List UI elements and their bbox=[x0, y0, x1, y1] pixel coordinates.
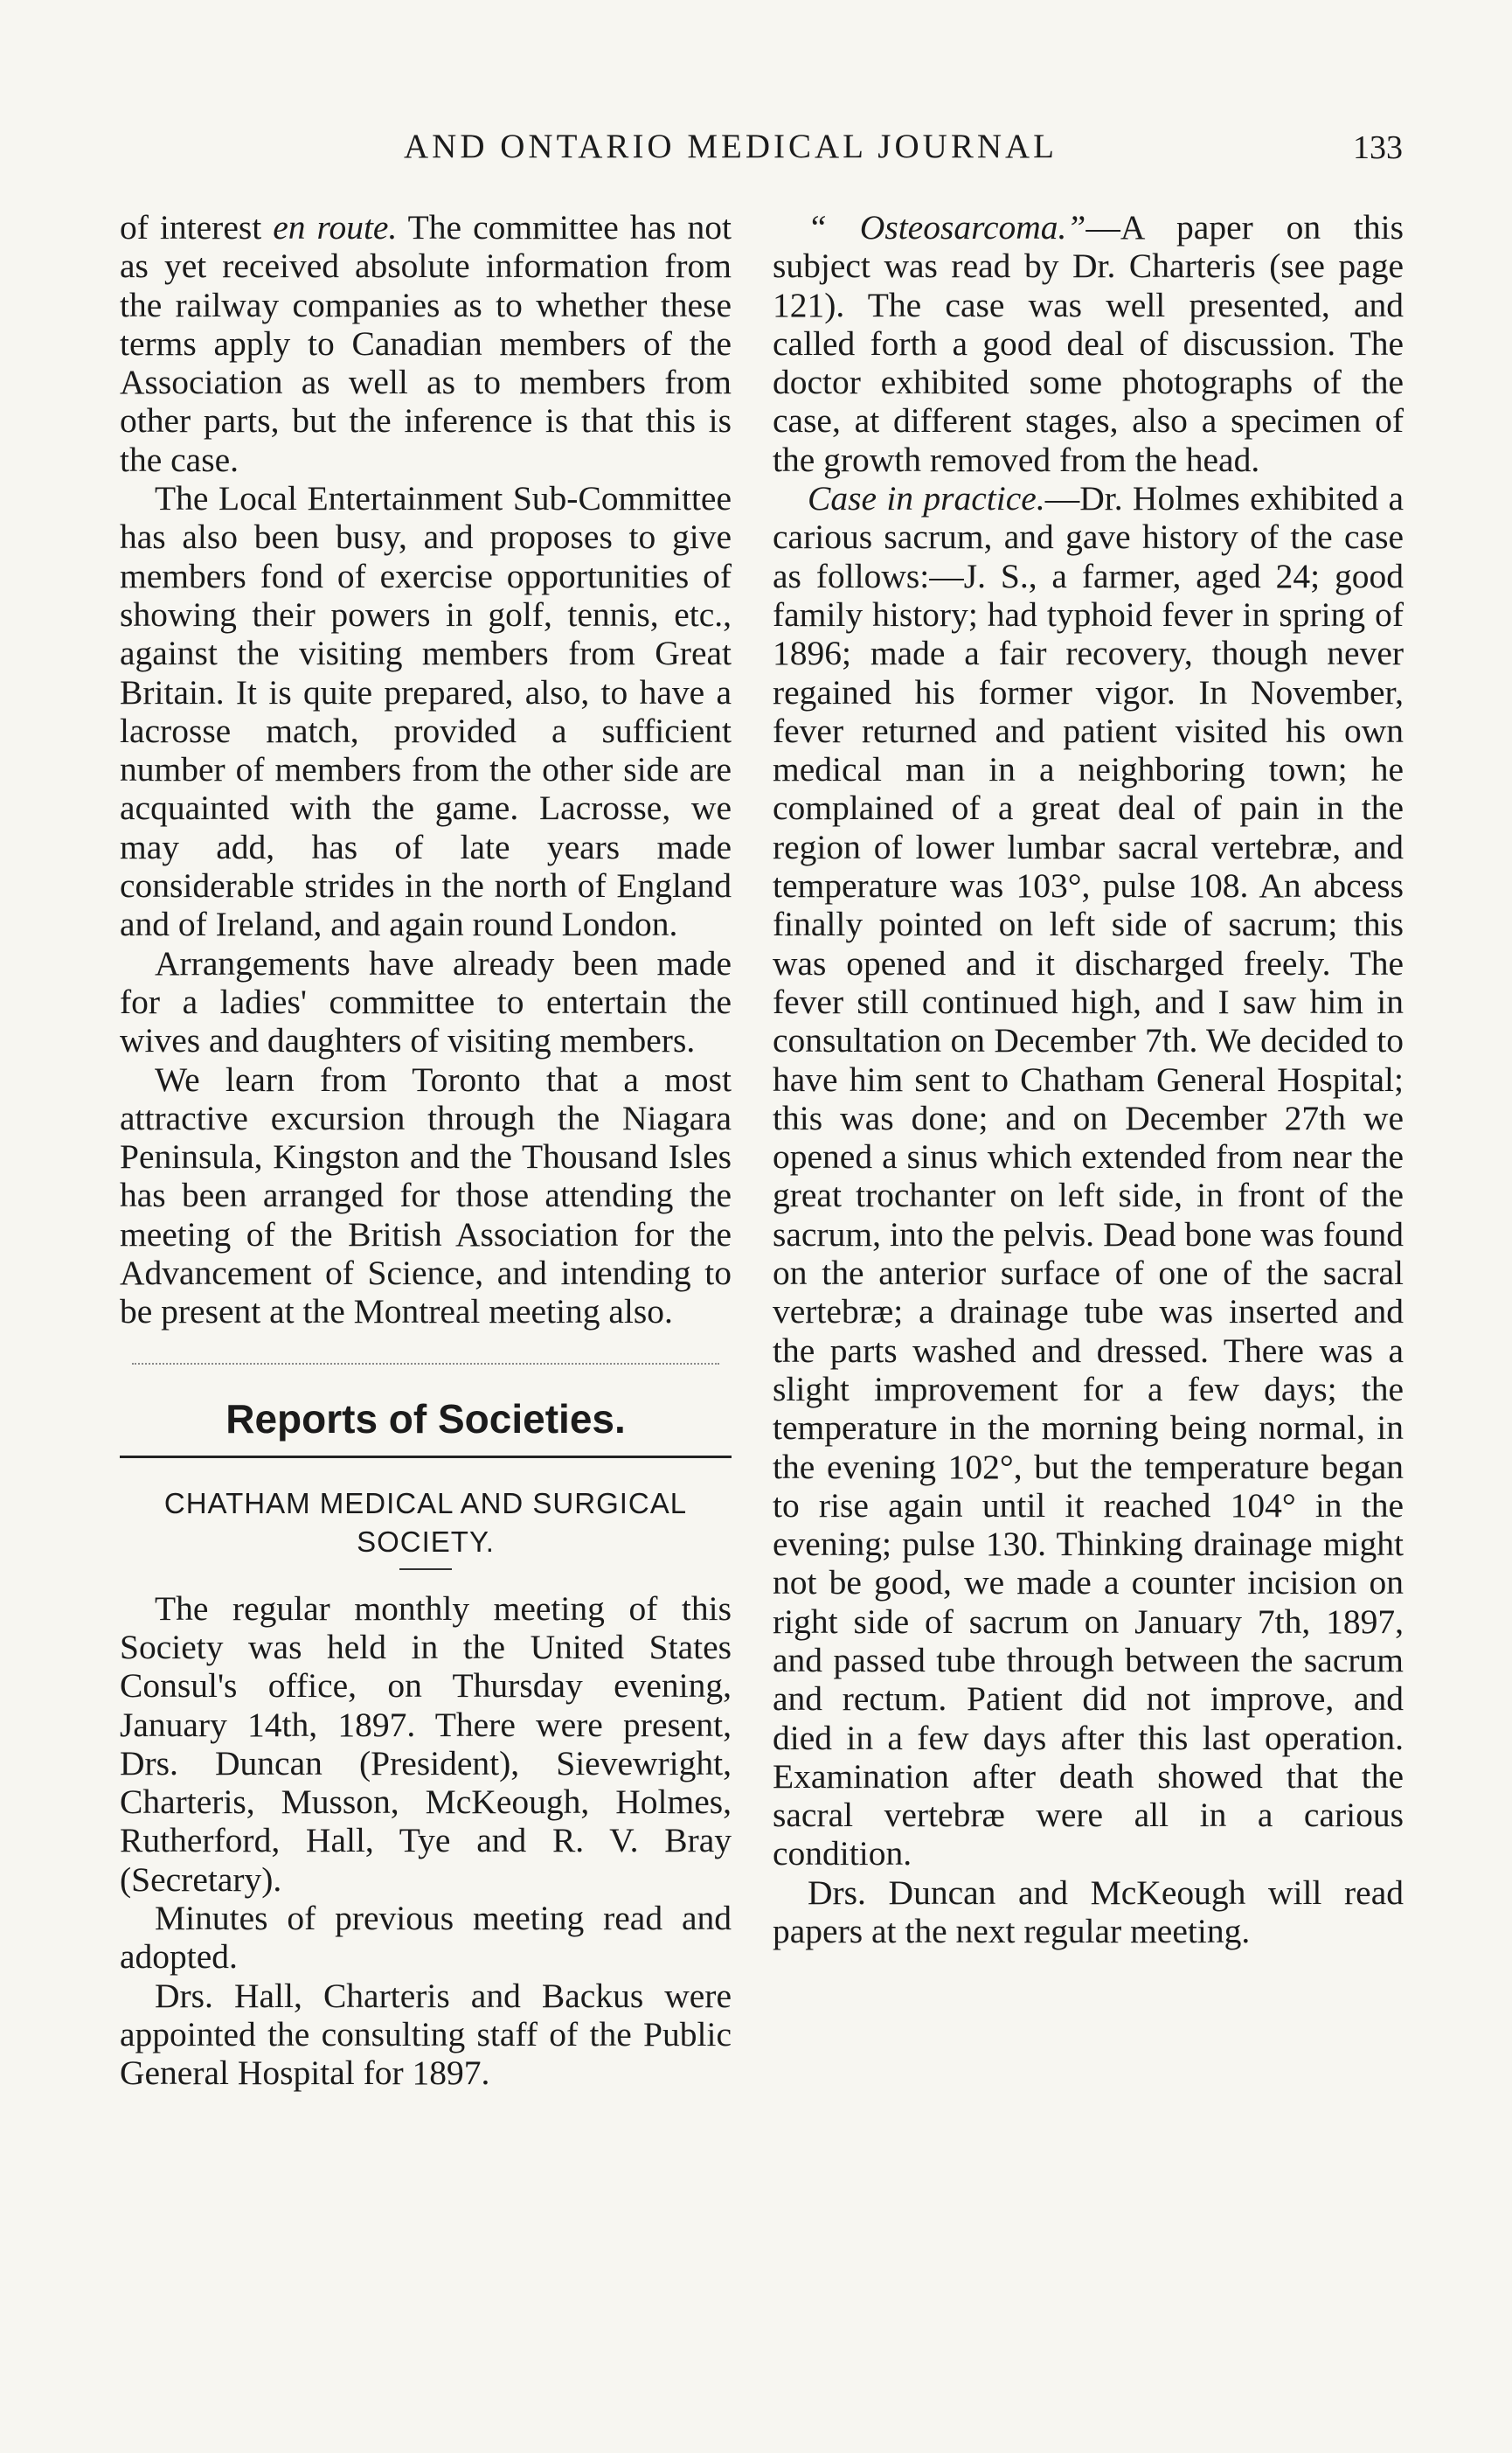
paragraph: Arrangements have already been made for a ladies' committee to entertain the wives and daughters of visiting members. bbox=[120, 943, 732, 1060]
paragraph: “ Osteosarcoma.”—A paper on this subject was read by Dr. Charteris (see page 121). The case was well presented, and called forth a good deal of discussion. The doctor exhibited some photographs of the case, at different stages, also a specimen of the growth removed from the head. bbox=[773, 208, 1404, 479]
short-divider bbox=[399, 1568, 452, 1570]
paragraph: The Local Entertainment Sub-Committee has also been busy, and proposes to give members fond of exercise opportunities of showing their powers in golf, tennis, etc., against the visiting members from Great Britain. It is quite prepared, also, to have a lacrosse match, provided a sufficient number of members from the other side are acquainted with the game. Lacrosse, we may add, has of late years made considerable strides in the north of England and of Ireland, and again round London. bbox=[120, 479, 732, 944]
right-column bbox=[773, 208, 1404, 1950]
left-column bbox=[120, 208, 732, 2092]
paragraph: Minutes of previous meeting read and adopted. bbox=[120, 1898, 732, 1977]
section-divider bbox=[132, 1363, 719, 1365]
paragraph: The regular monthly meeting of this Society was held in the United States Consul's office, on Thursday evening, January 14th, 1897. There were present, Drs. Duncan (President), Sievewright, Charteris, Musson, McKeough, Holmes, Rutherford, Hall, Tye and R. V. Bray (Secretary). bbox=[120, 1588, 732, 1899]
paragraph: We learn from Toronto that a most attractive excursion through the Niagara Peninsula, Kingston and the Thousand Isles has been arranged for those attending the meeting of the British Association for the Advancement of Science, and intending to be present at the Montreal meeting also. bbox=[120, 1060, 732, 1331]
heading-rule bbox=[120, 1456, 732, 1458]
page-number: 133 bbox=[1353, 129, 1403, 166]
paragraph: Drs. Duncan and McKeough will read papers at the next regular meeting. bbox=[773, 1873, 1404, 1951]
running-title: AND ONTARIO MEDICAL JOURNAL bbox=[404, 128, 1058, 165]
paragraph: Drs. Hall, Charteris and Backus were appointed the consulting staff of the Public General Hospital for 1897. bbox=[120, 1976, 732, 2093]
paragraph: Case in practice.—Dr. Holmes exhibited a carious sacrum, and gave history of the case as follows:—J. S., a farmer, aged 24; good family history; had typhoid fever in spring of 1896; made a fair recovery, though never regained his former vigor. In November, fever returned and patient visited his own medical man in a neighboring town; he complained of a great deal of pain in the region of lower lumbar sacral vertebræ, and temperature was 103°, pulse 108. An abcess finally pointed on left side of sacrum; this was opened and it discharged freely. The fever still continued high, and I saw him in consultation on December 7th. We decided to have him sent to Chatham General Hospital; this was done; and on December 27th we opened a sinus which extended from near the great trochanter on left side, in front of the sacrum, into the pelvis. Dead bone was found on the anterior surface of one of the sacral vertebræ; a drainage tube was inserted and the parts washed and dressed. There was a slight improvement for a few days; the temperature in the morning being normal, in the evening 102°, but the temperature began to rise again until it reached 104° in the evening; pulse 130. Thinking drainage might not be good, we made a counter incision on right side of sacrum on January 7th, 1897, and passed tube through between the sacrum and rectum. Patient did not improve, and died in a few days after this last operation. Examination after death showed that the sacral vertebræ were all in a carious condition. bbox=[773, 479, 1404, 1873]
running-header bbox=[0, 127, 1512, 179]
paragraph: of interest en route. The committee has not as yet received absolute information from the railway companies as to whether these terms apply to Canadian members of the Association as well as to members from other parts, but the inference is that this is the case. bbox=[120, 208, 732, 479]
society-heading: CHATHAM MEDICAL AND SURGICAL SOCIETY. bbox=[163, 1486, 688, 1558]
section-heading: Reports of Societies. bbox=[225, 1395, 626, 1442]
